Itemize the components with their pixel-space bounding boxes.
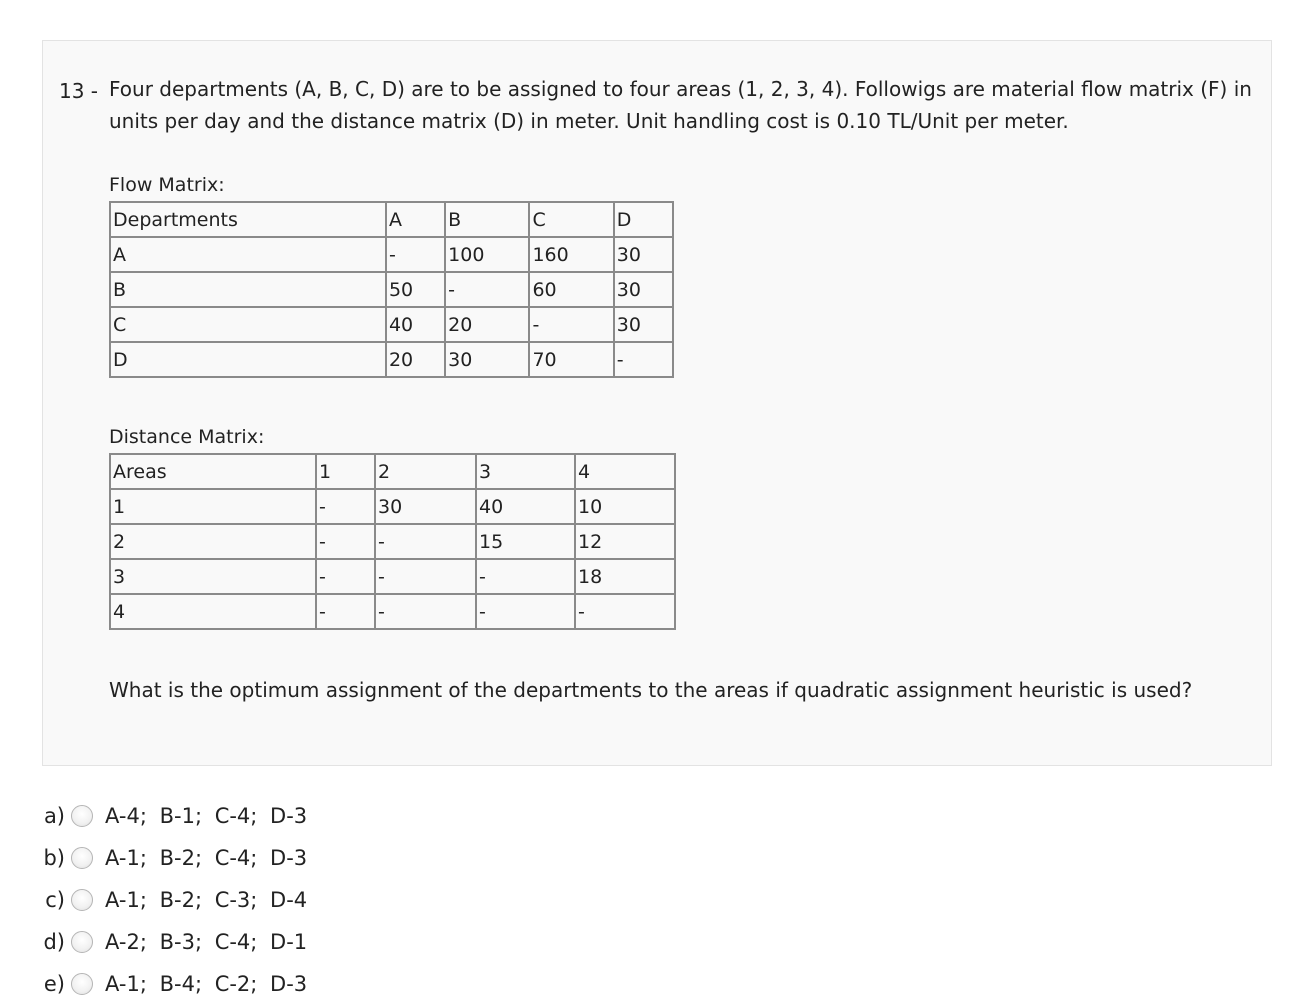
answer-option[interactable] [40,964,307,1004]
option-letter: c) [45,888,65,912]
flow-matrix-cell: D [110,342,386,377]
option-text: A-1; B-2; C-4; D-3 [105,846,308,870]
question-prompt: What is the optimum assignment of the departments to the areas if quadratic assignment heuristic is used? [109,678,1193,702]
flow-matrix-cell: 70 [529,342,613,377]
option-radio-button[interactable] [71,847,93,869]
option-radio-button[interactable] [71,931,93,953]
distance-matrix-table [109,453,676,630]
distance-matrix-header-cell: 4 [575,454,675,489]
distance-matrix-cell: 30 [375,489,476,524]
distance-matrix-cell: - [316,594,375,629]
flow-matrix-cell: C [110,307,386,342]
flow-matrix-row [110,272,673,307]
flow-matrix-cell: 30 [445,342,529,377]
flow-matrix-row [110,342,673,377]
distance-matrix-row [110,489,675,524]
flow-matrix-cell: A [110,237,386,272]
distance-matrix-cell: - [316,489,375,524]
flow-matrix-label: Flow Matrix: [109,174,225,196]
option-radio-button[interactable] [71,973,93,995]
flow-matrix-header-cell: D [614,202,673,237]
option-letter: a) [43,804,65,828]
distance-matrix-header-cell: 2 [375,454,476,489]
flow-matrix-header-cell: A [386,202,445,237]
distance-matrix-row [110,524,675,559]
distance-matrix-cell: - [375,559,476,594]
answer-option[interactable] [40,880,307,920]
distance-matrix-cell: - [316,524,375,559]
flow-matrix-cell: 160 [529,237,613,272]
distance-matrix-label: Distance Matrix: [109,426,265,448]
distance-matrix-header-cell: 1 [316,454,375,489]
option-text: A-1; B-4; C-2; D-3 [105,972,308,996]
distance-matrix-cell: 40 [476,489,575,524]
distance-matrix-row [110,594,675,629]
flow-matrix-cell: - [614,342,673,377]
flow-matrix-cell: 30 [614,237,673,272]
flow-matrix-row [110,237,673,272]
distance-matrix-cell: 12 [575,524,675,559]
distance-matrix-cell: - [316,559,375,594]
distance-matrix-cell: - [375,524,476,559]
option-radio-button[interactable] [71,805,93,827]
distance-matrix-cell: - [575,594,675,629]
answer-option[interactable] [40,838,307,878]
flow-matrix-header-cell: C [529,202,613,237]
distance-matrix-cell: - [476,594,575,629]
distance-matrix-cell: - [476,559,575,594]
distance-matrix-cell: 2 [110,524,316,559]
flow-matrix-cell: - [445,272,529,307]
flow-matrix-header-cell: Departments [110,202,386,237]
flow-matrix-header-row [110,202,673,237]
question-number: 13 - [59,79,99,103]
flow-matrix-cell: B [110,272,386,307]
answer-option[interactable] [40,922,307,962]
flow-matrix-cell: 50 [386,272,445,307]
distance-matrix-cell: - [375,594,476,629]
distance-matrix-cell: 18 [575,559,675,594]
flow-matrix-header-cell: B [445,202,529,237]
distance-matrix-cell: 10 [575,489,675,524]
flow-matrix-cell: 20 [445,307,529,342]
distance-matrix-cell: 3 [110,559,316,594]
flow-matrix-cell: 100 [445,237,529,272]
option-letter: d) [43,930,65,954]
question-text: Four departments (A, B, C, D) are to be assigned to four areas (1, 2, 3, 4). Followigs are material flow matrix (F) in units per day and the distance matrix (D) in meter. Unit handling cost is 0.10 TL/Unit per meter. [109,77,1252,133]
flow-matrix-cell: 20 [386,342,445,377]
option-letter: e) [43,972,65,996]
option-text: A-1; B-2; C-3; D-4 [105,888,308,912]
flow-matrix-cell: 40 [386,307,445,342]
distance-matrix-row [110,559,675,594]
flow-matrix-row [110,307,673,342]
distance-matrix-cell: 15 [476,524,575,559]
option-text: A-2; B-3; C-4; D-1 [105,930,308,954]
option-radio-button[interactable] [71,889,93,911]
answer-option[interactable] [40,796,307,836]
distance-matrix-header-row [110,454,675,489]
flow-matrix-cell: - [529,307,613,342]
flow-matrix-cell: - [386,237,445,272]
distance-matrix-cell: 1 [110,489,316,524]
flow-matrix-cell: 30 [614,307,673,342]
option-letter: b) [43,846,65,870]
question-panel [42,40,1272,766]
distance-matrix-header-cell: Areas [110,454,316,489]
flow-matrix-table [109,201,674,378]
option-text: A-4; B-1; C-4; D-3 [105,804,308,828]
distance-matrix-cell: 4 [110,594,316,629]
distance-matrix-header-cell: 3 [476,454,575,489]
flow-matrix-cell: 60 [529,272,613,307]
flow-matrix-cell: 30 [614,272,673,307]
